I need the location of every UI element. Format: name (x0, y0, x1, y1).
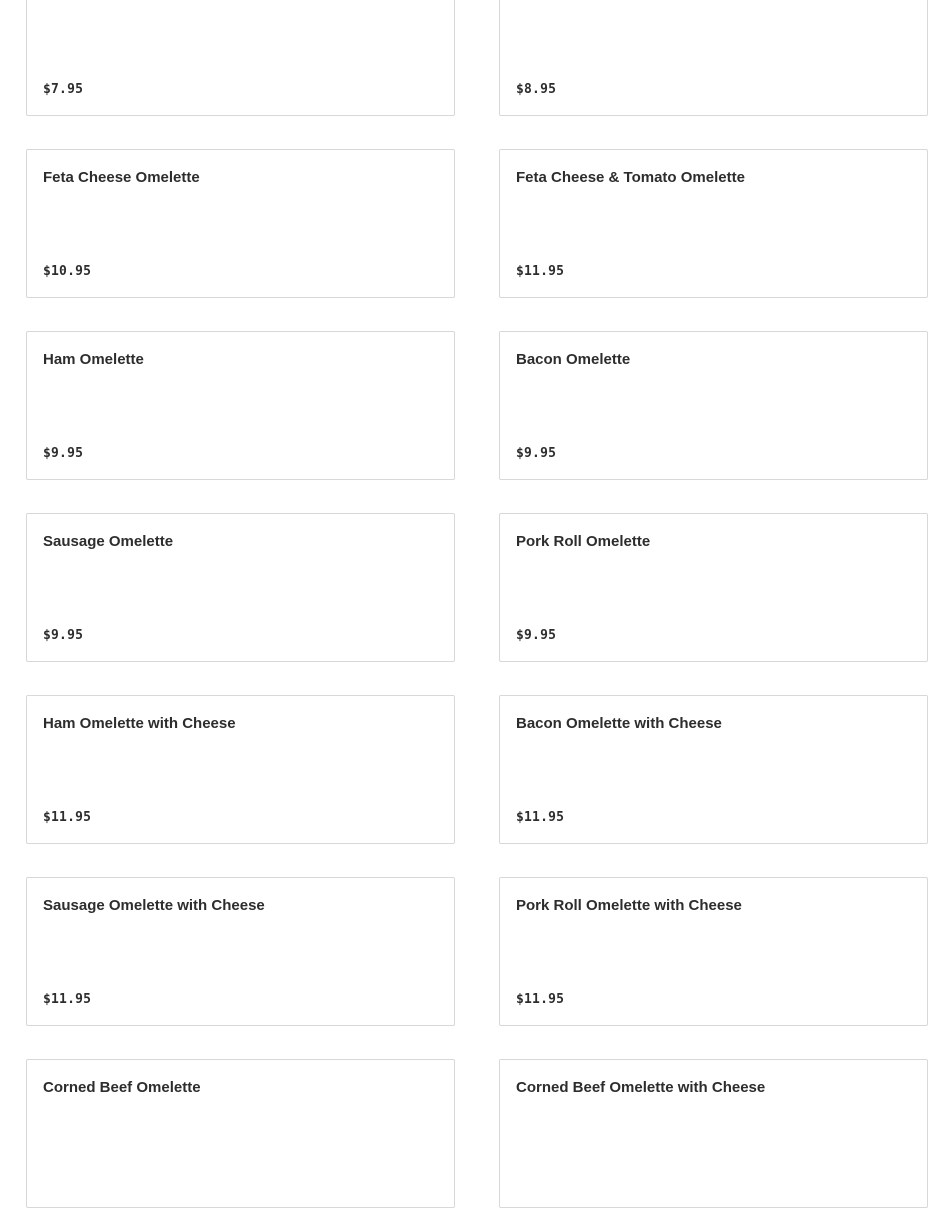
menu-item-grid (26, 0, 928, 1208)
menu-item-card[interactable] (26, 695, 455, 844)
menu-item-name: Ham Omelette (43, 351, 144, 368)
menu-item-card[interactable] (499, 513, 928, 662)
menu-item-card[interactable] (499, 331, 928, 480)
menu-item-price: $11.95 (516, 264, 565, 279)
menu-item-name: Feta Cheese Omelette (43, 169, 200, 186)
menu-item-name: Pork Roll Omelette with Cheese (516, 897, 742, 914)
menu-item-name: Sausage Omelette with Cheese (43, 897, 265, 914)
menu-item-price: $9.95 (516, 628, 557, 643)
menu-item-card[interactable] (499, 877, 928, 1026)
menu-item-name: Bacon Omelette with Cheese (516, 715, 722, 732)
menu-item-price: $9.95 (43, 446, 84, 461)
menu-item-price: $11.95 (516, 992, 565, 1007)
menu-item-price: $9.95 (43, 628, 84, 643)
menu-item-name: Feta Cheese & Tomato Omelette (516, 169, 745, 186)
menu-item-name: Corned Beef Omelette (43, 1079, 201, 1096)
menu-item-name: Bacon Omelette (516, 351, 631, 368)
menu-item-card[interactable] (26, 149, 455, 298)
menu-item-price: $11.95 (43, 810, 92, 825)
menu-item-card[interactable] (499, 695, 928, 844)
menu-item-price: $9.95 (516, 446, 557, 461)
menu-item-card[interactable] (499, 0, 928, 116)
menu-item-card[interactable] (26, 877, 455, 1026)
menu-item-name: Corned Beef Omelette with Cheese (516, 1079, 766, 1096)
menu-item-price: $8.95 (516, 82, 557, 97)
menu-item-name: Ham Omelette with Cheese (43, 715, 236, 732)
menu-item-price: $7.95 (43, 82, 84, 97)
menu-item-card[interactable] (26, 331, 455, 480)
menu-item-card[interactable] (26, 513, 455, 662)
menu-item-price: $10.95 (43, 264, 92, 279)
menu-item-card[interactable] (26, 0, 455, 116)
menu-item-card[interactable] (26, 1059, 455, 1208)
menu-item-card[interactable] (499, 149, 928, 298)
menu-item-name: Pork Roll Omelette (516, 533, 651, 550)
menu-item-price: $11.95 (516, 810, 565, 825)
menu-item-name: Sausage Omelette (43, 533, 174, 550)
menu-item-card[interactable] (499, 1059, 928, 1208)
menu-item-price: $11.95 (43, 992, 92, 1007)
